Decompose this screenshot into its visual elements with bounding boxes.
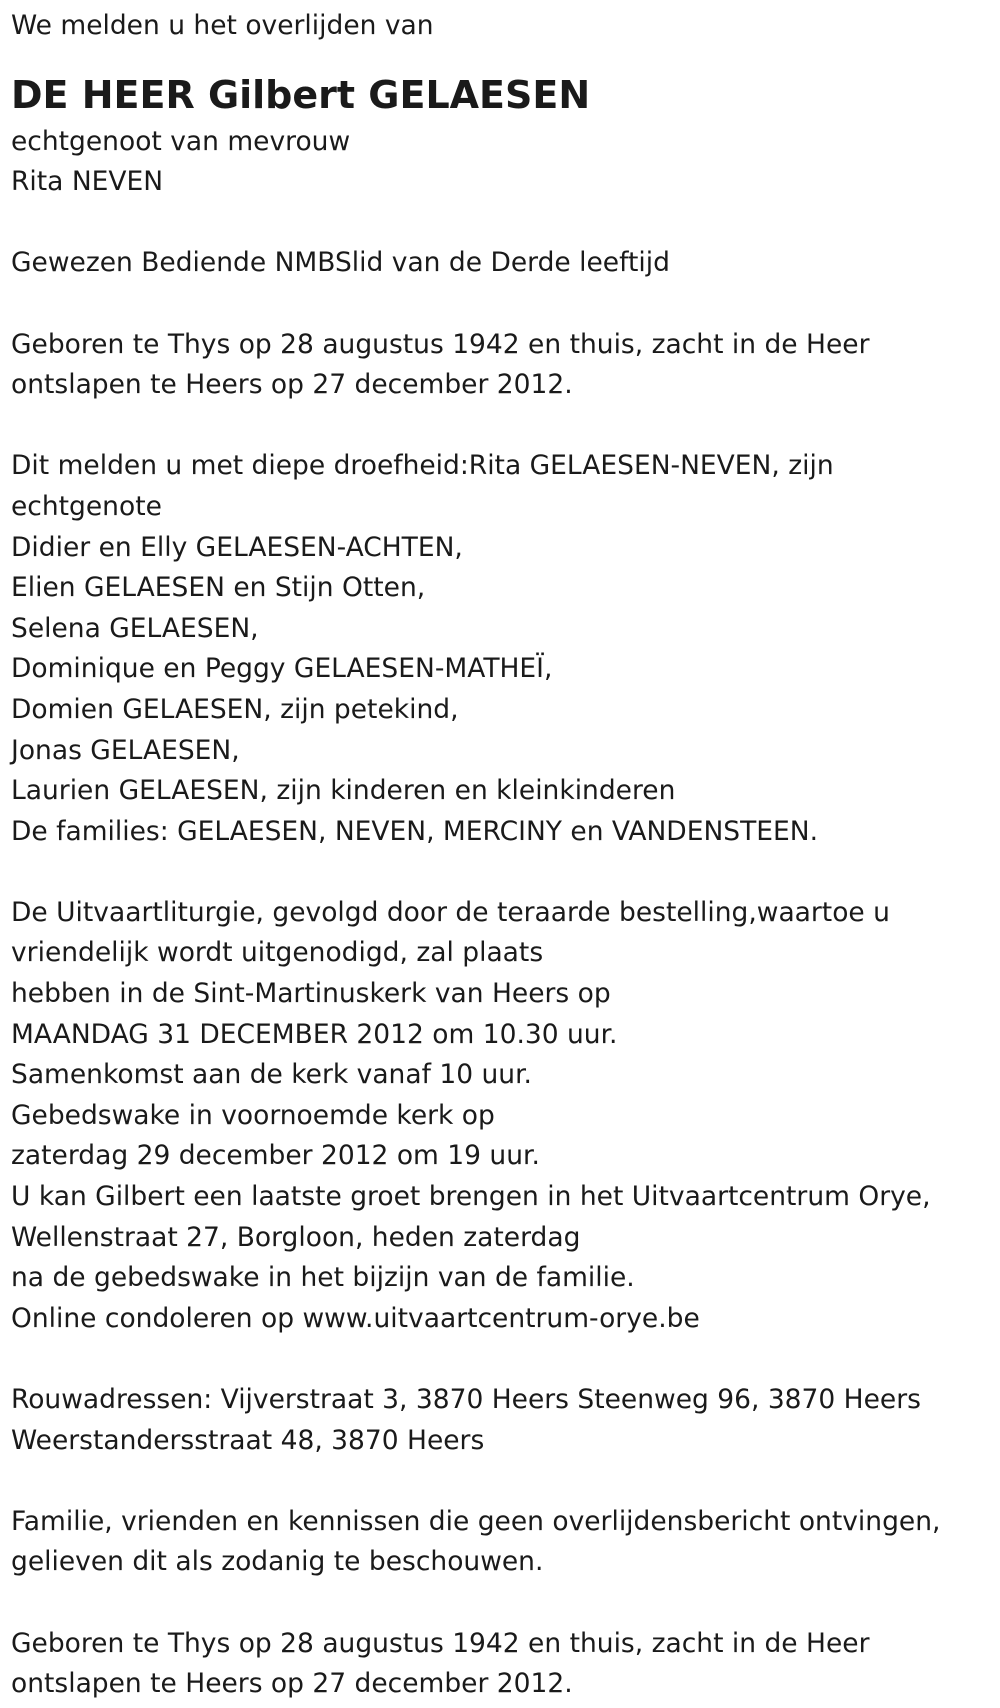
spacer: [11, 1461, 986, 1502]
address-line: Rouwadressen: Vijverstraat 3, 3870 Heers Steenweg 96, 3870 Heers: [11, 1384, 921, 1415]
closing-block: [11, 1502, 986, 1583]
mourner-line: De families: GELAESEN, NEVEN, MERCINY en VANDENSTEEN.: [11, 815, 819, 847]
service-line: U kan Gilbert een laatste groet brengen in het Uitvaartcentrum Orye,: [11, 1181, 931, 1213]
spouse-line-1: echtgenoot van mevrouw: [11, 125, 351, 157]
intro-text: We melden u het overlijden van: [11, 10, 434, 41]
spacer: [11, 852, 986, 893]
birth-death-line: Geboren te Thys op 28 augustus 1942 en thuis, zacht in de Heer: [11, 1627, 870, 1659]
death-notice: [11, 6, 986, 1705]
mourners-block: [11, 446, 986, 852]
mourner-line: Laurien GELAESEN, zijn kinderen en kleinkinderen: [11, 775, 676, 807]
spacer: [11, 1583, 986, 1624]
mourner-line: Dominique en Peggy GELAESEN-MATHEÏ,: [11, 653, 553, 685]
service-line: De Uitvaartliturgie, gevolgd door de teraarde bestelling,waartoe u: [11, 896, 890, 928]
service-block: [11, 893, 986, 1340]
service-line: Gebedswake in voornoemde kerk op: [11, 1099, 495, 1131]
mourner-line: Selena GELAESEN,: [11, 612, 259, 644]
mourner-line: Domien GELAESEN, zijn petekind,: [11, 693, 459, 725]
spacer: [11, 284, 986, 325]
mourner-line: Jonas GELAESEN,: [11, 734, 240, 766]
deceased-name: DE HEER Gilbert GELAESEN: [11, 72, 591, 117]
condolence-link-line: Online condoleren op www.uitvaartcentrum-orye.be: [11, 1302, 700, 1334]
spouse-line-2: Rita NEVEN: [11, 166, 164, 198]
addresses-block: [11, 1380, 986, 1461]
address-line: Weerstandersstraat 48, 3870 Heers: [11, 1424, 485, 1456]
birth-death-block: [11, 325, 986, 406]
spacer: [11, 1339, 986, 1380]
mourner-line: echtgenote: [11, 490, 162, 522]
service-line: MAANDAG 31 DECEMBER 2012 om 10.30 uur.: [11, 1018, 618, 1050]
birth-death-line: Geboren te Thys op 28 augustus 1942 en thuis, zacht in de Heer: [11, 328, 870, 360]
spacer: [11, 203, 986, 244]
mourner-line: Didier en Elly GELAESEN-ACHTEN,: [11, 531, 463, 563]
service-line: Wellenstraat 27, Borgloon, heden zaterdag: [11, 1221, 581, 1253]
birth-death-block-repeat: [11, 1624, 986, 1705]
closing-line: gelieven dit als zodanig te beschouwen.: [11, 1546, 544, 1578]
mourner-line: Dit melden u met diepe droefheid:Rita GELAESEN-NEVEN, zijn: [11, 450, 834, 482]
birth-death-line: ontslapen te Heers op 27 december 2012.: [11, 1668, 573, 1700]
service-line: vriendelijk wordt uitgenodigd, zal plaats: [11, 937, 544, 969]
service-line: na de gebedswake in het bijzijn van de familie.: [11, 1262, 635, 1294]
closing-line: Familie, vrienden en kennissen die geen overlijdensbericht ontvingen,: [11, 1505, 941, 1537]
spacer: [11, 406, 986, 447]
birth-death-line: ontslapen te Heers op 27 december 2012.: [11, 369, 573, 401]
service-line: hebben in de Sint-Martinuskerk van Heers op: [11, 978, 611, 1010]
service-line: Samenkomst aan de kerk vanaf 10 uur.: [11, 1059, 532, 1091]
service-line: zaterdag 29 december 2012 om 19 uur.: [11, 1140, 540, 1172]
occupation-text: Gewezen Bediende NMBSlid van de Derde leeftijd: [11, 247, 670, 279]
mourner-line: Elien GELAESEN en Stijn Otten,: [11, 572, 426, 604]
